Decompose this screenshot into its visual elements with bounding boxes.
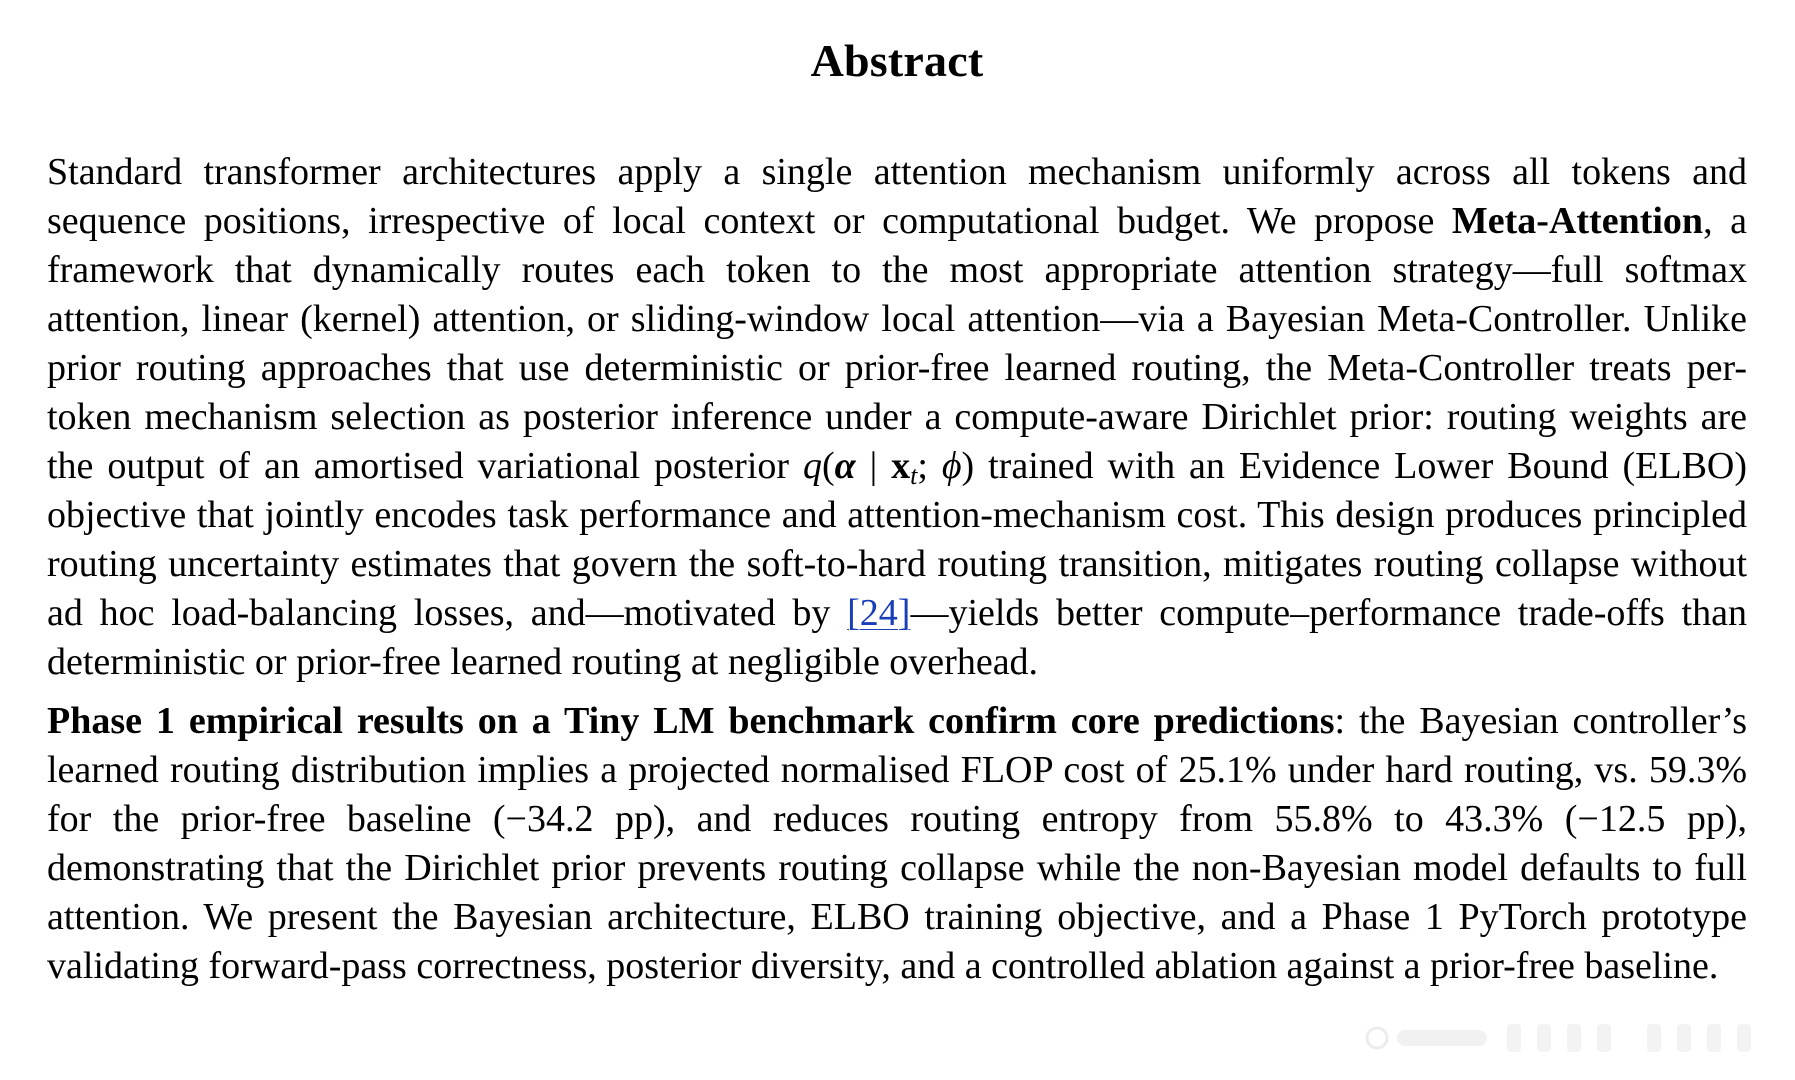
- p1-text-4: —yields better compute–performance trade-offs than deterministic or prior-free learned routing at negligible overhead.: [47, 592, 1747, 683]
- formula-bar: |: [855, 445, 892, 487]
- abstract-title: Abstract: [810, 35, 984, 86]
- citation-link-24[interactable]: [24]: [847, 592, 911, 634]
- p1-text-1: Standard transformer architectures apply a single attention mechanism uniformly across all tokens and sequence positions, irrespective of local context or computational budget. We propose: [47, 151, 1747, 242]
- formula-q: q: [802, 445, 822, 487]
- p2-text-1: : the Bayesian controller’s learned routing distribution implies a projected normalised FLOP cost of 25.1% under hard routing, vs. 59.3% for the prior-free baseline (−34.2 pp), and reduces routing entropy from 55.8% to 43.3% (−12.5 pp), demonstrating that the Dirichlet prior prevents routing collapse while the non-Bayesian model defaults to full attention. We present the Bayesian architecture, ELBO training objective, and a Phase 1 PyTorch prototype validating forward-pass correctness, posterior diversity, and a controlled ablation against a prior-free baseline.: [47, 700, 1747, 987]
- formula-semicolon: ;: [917, 445, 942, 487]
- posterior-formula: [802, 445, 975, 490]
- meta-attention-term: Meta-Attention: [1451, 200, 1704, 242]
- abstract-paragraph-1: [47, 148, 1747, 687]
- formula-open-paren: (: [821, 445, 835, 487]
- watermark-icon: [1357, 1018, 1777, 1058]
- phase1-heading: Phase 1 empirical results on a Tiny LM benchmark confirm core predictions: [47, 700, 1335, 742]
- formula-close-paren: ): [961, 445, 975, 487]
- p1-text-3: trained with an Evidence Lower Bound (ELBO) objective that jointly encodes task performance and attention-mechanism cost. This design produces principled routing uncertainty estimates that govern the soft-to-hard routing transition, mitigates routing collapse without ad hoc load-balancing losses, and—motivated by: [47, 445, 1748, 634]
- abstract-page: [47, 30, 1747, 991]
- formula-phi: ϕ: [941, 445, 962, 487]
- formula-subscript-t: t: [910, 461, 918, 490]
- abstract-paragraph-2: [47, 697, 1747, 991]
- formula-alpha: α: [834, 445, 856, 487]
- formula-x: x: [891, 445, 911, 487]
- p1-text-2: , a framework that dynamically routes each token to the most appropriate attention strategy—full softmax attention, linear (kernel) attention, or sliding-window local attention—via a Bayesian Meta-Controller. Unlike prior routing approaches that use deterministic or prior-free learned routing, the Meta-Controller treats per-token mechanism selection as posterior inference under a compute-aware Dirichlet prior: routing weights are the output of an amortised variational posterior: [47, 200, 1747, 487]
